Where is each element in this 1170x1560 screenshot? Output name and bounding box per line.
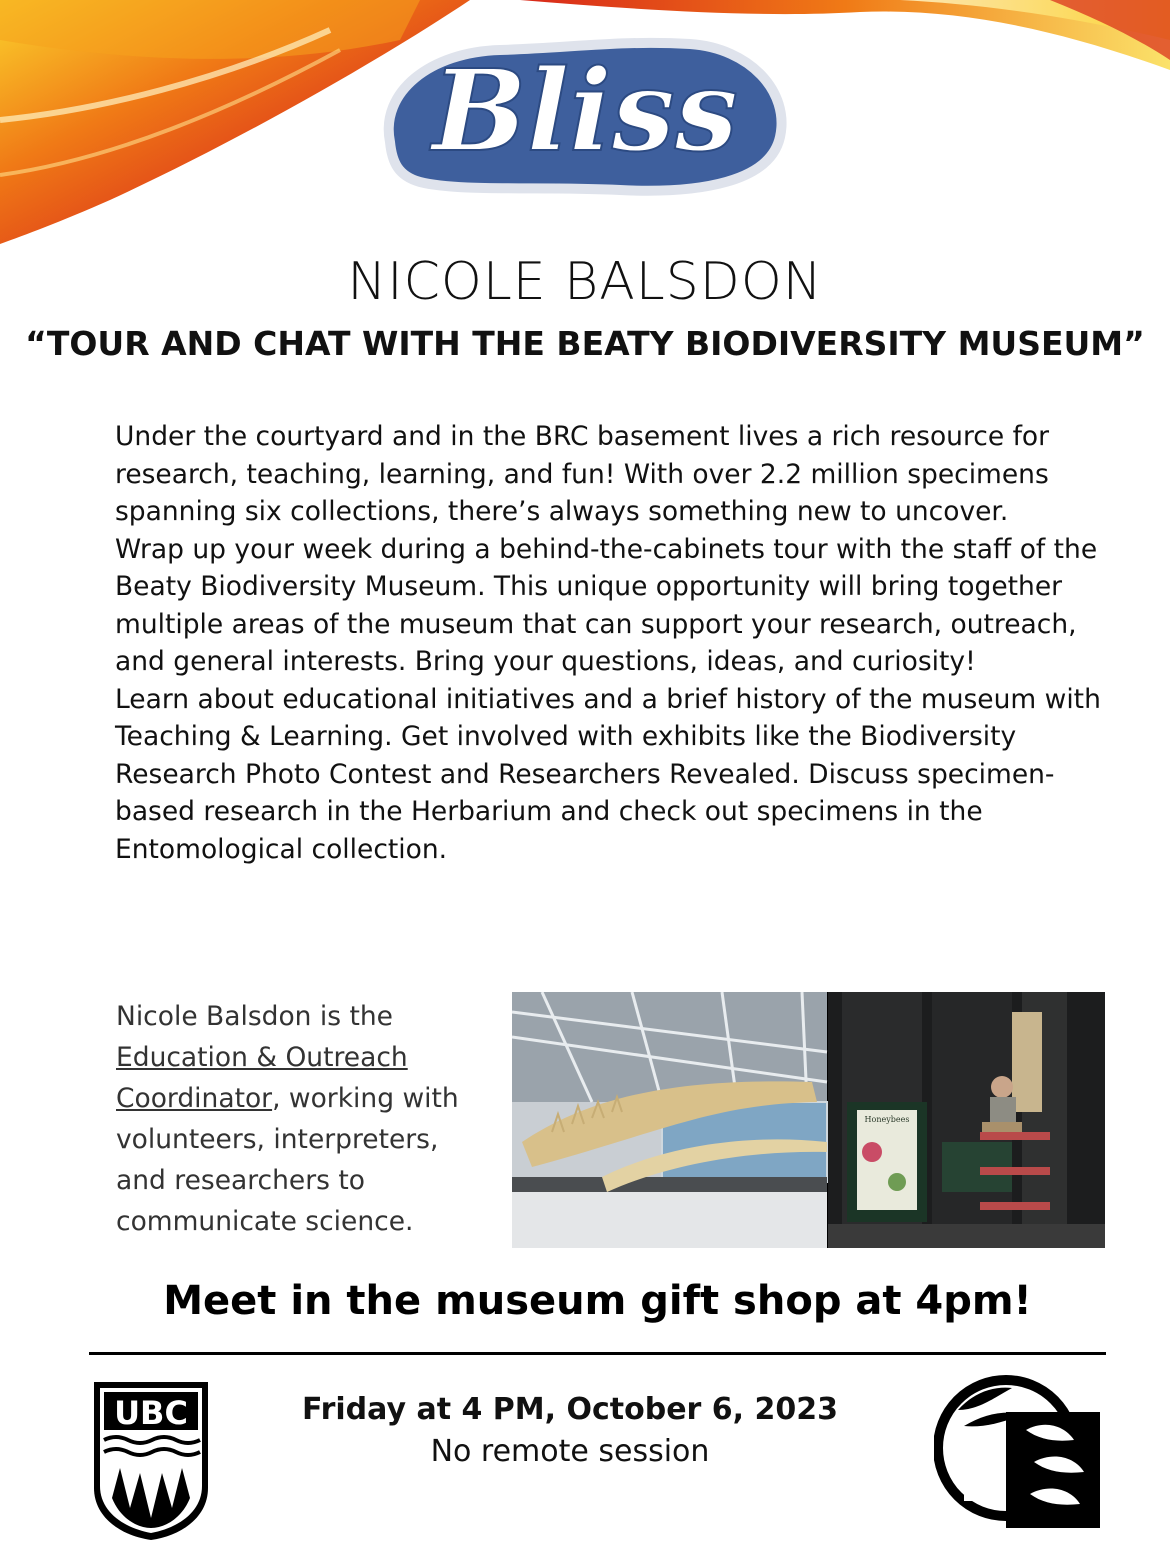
footer-divider [89, 1352, 1106, 1355]
bliss-logo-text: Bliss [432, 46, 738, 177]
bio-rest: , working with volunteers, interpreters, and researchers to communicate science. [116, 1083, 459, 1237]
collection-cabinets-photo [828, 992, 1105, 1248]
description-paragraph: Under the courtyard and in the BRC basement lives a rich resource for research, teaching, learning, and fun! With over 2.2 million specimens spanning six collections, there’s always something new to uncover. [115, 421, 1050, 527]
bio-intro: Nicole Balsdon is the [116, 1001, 393, 1032]
speaker-bio [116, 996, 496, 1242]
meeting-location: Meet in the museum gift shop at 4pm! [163, 1278, 1032, 1324]
remote-session-note: No remote session [430, 1434, 710, 1469]
museum-photos [512, 992, 1105, 1248]
event-date: Friday at 4 PM, October 6, 2023 [302, 1392, 838, 1427]
cabinet-sign-text: Honeybees [864, 1115, 910, 1124]
talk-description [115, 418, 1105, 868]
description-paragraph: Wrap up your week during a behind-the-cabinets tour with the staff of the Beaty Biodiversity Museum. This unique opportunity will bring together multiple areas of the museum that can support your research, outreach, and general interests. Bring your questions, ideas, and curiosity! [115, 533, 1098, 677]
beaty-museum-logo-icon [934, 1370, 1104, 1532]
speaker-name: NICOLE BALSDON [347, 252, 823, 312]
talk-title: “TOUR AND CHAT WITH THE BEATY BIODIVERSITY MUSEUM” [25, 324, 1145, 363]
ubc-logo-text: UBC [114, 1394, 188, 1432]
description-paragraph: Learn about educational initiatives and a brief history of the museum with Teaching & Learning. Get involved with exhibits like the Biodiversity Research Photo Contest and Researchers Revealed. Discuss specimen-based research in the Herbarium and check out specimens in the Entomological collection. [115, 683, 1101, 865]
bliss-logo [370, 22, 800, 202]
whale-skeleton-photo [512, 992, 827, 1248]
role-link[interactable]: Education & Outreach Coordinator [116, 1042, 408, 1114]
